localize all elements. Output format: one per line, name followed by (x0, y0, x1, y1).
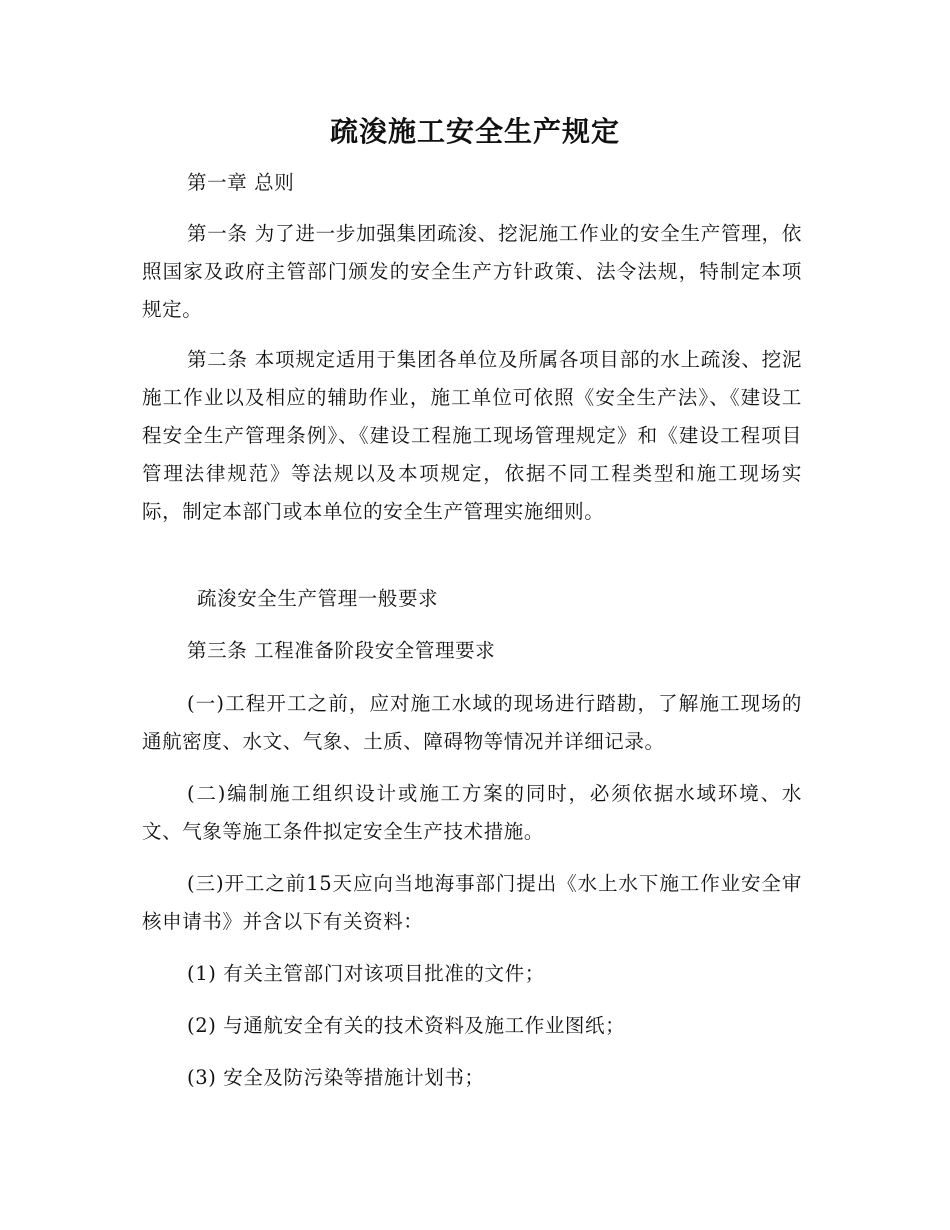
section-heading: 疏浚安全生产管理一般要求 (197, 587, 439, 610)
article-2-paragraph: 第二条 本项规定适用于集团各单位及所属各项目部的水上疏浚、挖泥施工作业以及相应的辅助作业，施工单位可依照《安全生产法》、《建设工程安全生产管理条例》、《建设工程施工现场管理规定》和《建设工程项目管理法律规范》等法规以及本项规定，依据不同工程类型和施工现场实际，制定本部门或本单位的安全生产管理实施细则。 (142, 348, 802, 523)
article-1-paragraph: 第一条 为了进一步加强集团疏浚、挖泥施工作业的安全生产管理，依照国家及政府主管部门颁发的安全生产方针政策、法令法规，特制定本项规定。 (142, 222, 802, 321)
document-title: 疏浚施工安全生产规定 (329, 115, 620, 148)
item-c-paragraph: (三)开工之前15天应向当地海事部门提出《水上水下施工作业安全审核申请书》并含以下有关资料： (142, 872, 802, 933)
chapter-heading: 第一章 总则 (187, 171, 295, 194)
sub-item-1: (1) 有关主管部门对该项目批准的文件； (187, 962, 545, 985)
item-b-paragraph: (二)编制施工组织设计或施工方案的同时，必须依据水域环境、水文、气象等施工条件拟定安全生产技术措施。 (142, 782, 802, 843)
sub-item-3: (3) 安全及防污染等措施计划书； (187, 1066, 485, 1089)
item-a-paragraph: (一)工程开工之前，应对施工水域的现场进行踏勘，了解施工现场的通航密度、水文、气象、土质、障碍物等情况并详细记录。 (142, 692, 802, 753)
sub-item-2: (2) 与通航安全有关的技术资料及施工作业图纸； (187, 1014, 626, 1037)
article-3-heading: 第三条 工程准备阶段安全管理要求 (187, 639, 496, 662)
